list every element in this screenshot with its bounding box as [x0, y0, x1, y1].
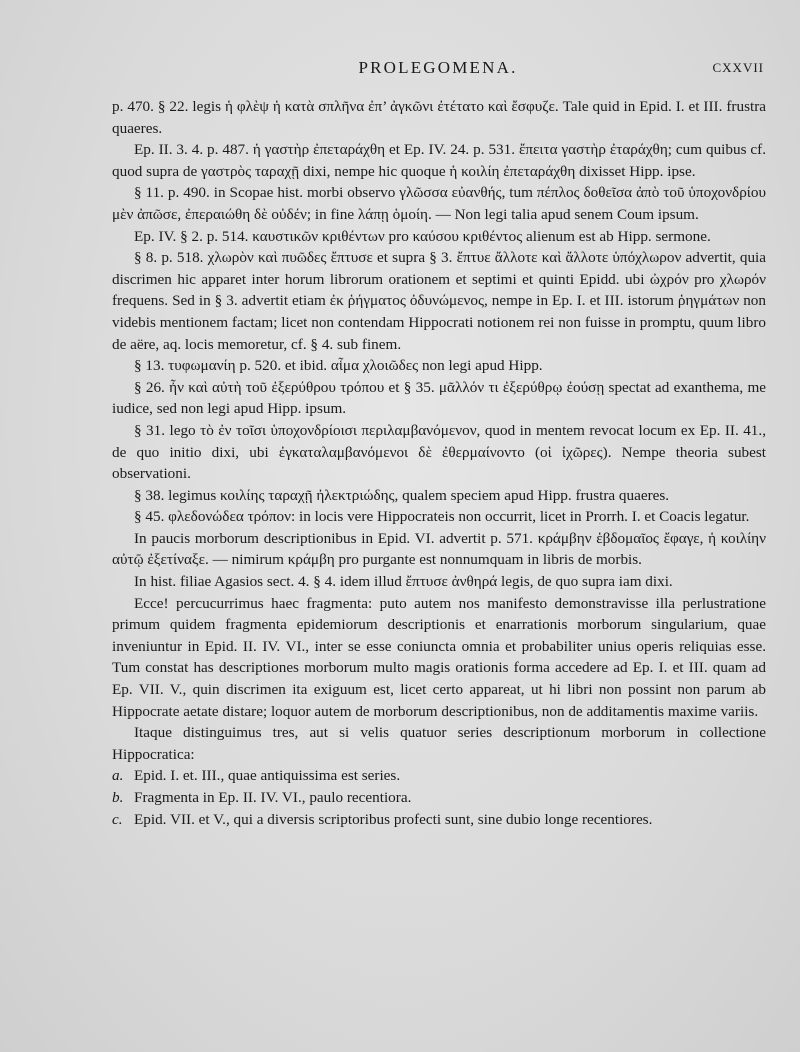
paragraph: Itaque distinguimus tres, aut si velis quatuor series descriptionum morborum in collectione Hippocratica:: [112, 724, 766, 763]
paragraph: § 31. lego τὸ ἐν τοῖσι ὑποχονδρίοισι περιλαμβανόμενον, quod in mentem revocat locum ex Ep. II. 41., de quo initio dixi, ubi ἐγκαταλαμβανόμενοι δὲ ἐθερμαίνοντο (οἱ ἰχῶρες). Nempe theoria subest observationi.: [112, 421, 766, 483]
list-item-text: Fragmenta in Ep. II. IV. VI., paulo recentiora.: [134, 789, 412, 806]
list-item-label: a.: [112, 767, 124, 785]
body-text: [112, 96, 766, 830]
running-title: PROLEGOMENA.: [358, 58, 518, 77]
paragraph: Ep. II. 3. 4. p. 487. ἡ γαστὴρ ἐπεταράχθη et Ep. IV. 24. p. 531. ἔπειτα γαστὴρ ἐταράχθη; cum quibus cf. quod supra de γαστρὸς ταραχῇ dixi, nempe hic quoque ἡ κοιλίη ἐπεταράχθη dixisset Hipp. ipse.: [112, 141, 766, 180]
paragraph: p. 470. § 22. legis ἡ φλὲψ ἡ κατὰ σπλῆνα ἐπ’ ἀγκῶνι ἐτέτατο καὶ ἔσφυζε. Tale quid in Epid. I. et III. frustra quaeres.: [112, 98, 766, 137]
paragraph: In hist. filiae Agasios sect. 4. § 4. idem illud ἔπτυσε ἀνθηρά legis, de quo supra iam dixi.: [134, 573, 673, 591]
paragraph: § 11. p. 490. in Scopae hist. morbi observo γλῶσσα εὐανθής, tum πέπλος δοθεῖσα ἀπὸ τοῦ ὑποχονδρίου μὲν ἀπῶσε, ἐπεραιώθη δὲ οὐδέν; in fine λάπῃ ὁμοίη. — Non legi talia apud senem Coum ipsum.: [112, 184, 766, 223]
list-item-label: b.: [112, 789, 124, 806]
list-item-label: c.: [112, 810, 123, 828]
list-item-text: Epid. VII. et V., qui a diversis scriptoribus profecti sunt, sine dubio longe recentiores.: [134, 810, 653, 828]
paragraph: In paucis morborum descriptionibus in Epid. VI. advertit p. 571. κράμβην ἑβδομαῖος ἔφαγε, ἡ κοιλίην αὐτῷ ἐξετίναξε. — nimirum κράμβη pro purgante est nonnumquam in libris de morbis.: [112, 529, 766, 569]
list-item: [112, 809, 766, 831]
series-list: [112, 765, 766, 830]
list-item-text: Epid. I. et. III., quae antiquissima est series.: [134, 767, 401, 785]
paragraph: Ep. IV. § 2. p. 514. καυστικῶν κριθέντων pro καύσου κριθέντος alienum est ab Hipp. sermone.: [134, 227, 711, 245]
paragraph: Ecce! percucurrimus haec fragmenta: puto autem nos manifesto demonstravisse illa perlustratione primum quidem fragmenta epidemiorum descriptionis et enarrationis morborum singularium, quae inveniuntur in Epid. II. IV. VI., inter se esse coniuncta omnia et probabiliter unius operis reliquias esse. Tum constat has descriptiones morborum multo magis orationis forma accedere ad Ep. I. et III. quam ad Ep. VII. V., quin discrimen ita exiguum est, licet certo appareat, ut hi libri non possint non parum ab Hippocrate aetate distare; loquor autem de morborum descriptionibus, non de additamentis maxime variis.: [112, 594, 766, 720]
paragraph: § 38. legimus κοιλίης ταραχῇ ἠλεκτριώδης, qualem speciem apud Hipp. frustra quaeres.: [134, 486, 670, 504]
page-number: CXXVII: [712, 60, 764, 75]
paragraph: § 26. ἦν καὶ αὐτὴ τοῦ ἐξερύθρου τρόπου et § 35. μᾶλλόν τι ἐξερύθρῳ ἐούσῃ spectat ad exanthema, me iudice, sed non legi apud Hipp. ipsum.: [112, 378, 766, 418]
paragraph: § 8. p. 518. χλωρὸν καὶ πυῶδες ἔπτυσε et supra § 3. ἔπτυε ἄλλοτε καὶ ἄλλοτε ὑπόχλωρον advertit, quia discrimen hic apparet inter horum librorum orationem et septimi et quinti Epidd. ubi ὠχρόν pro χλωρόν frequens. Sed in § 3. advertit etiam ἐκ ῥήγματος ὀδυνώμενος, nempe in Ep. I. et III. istorum ῥηγμάτων non videbis mentionem factam; licet non contendam Hippocrati notionem rei non fuisse in promptu, quum libro de aëre, aq. locis memoretur, cf. § 4. sub finem.: [112, 249, 766, 353]
paragraph: § 45. φλεδονώδεα τρόπον: in locis vere Hippocrateis non occurrit, licet in Prorrh. I. et Coacis legatur.: [134, 508, 750, 526]
page-header: [112, 58, 764, 82]
list-item: [112, 787, 766, 809]
list-item: [112, 765, 766, 787]
paragraph: § 13. τυφωμανίη p. 520. et ibid. αἷμα χλοιῶδες non legi apud Hipp.: [134, 357, 543, 375]
